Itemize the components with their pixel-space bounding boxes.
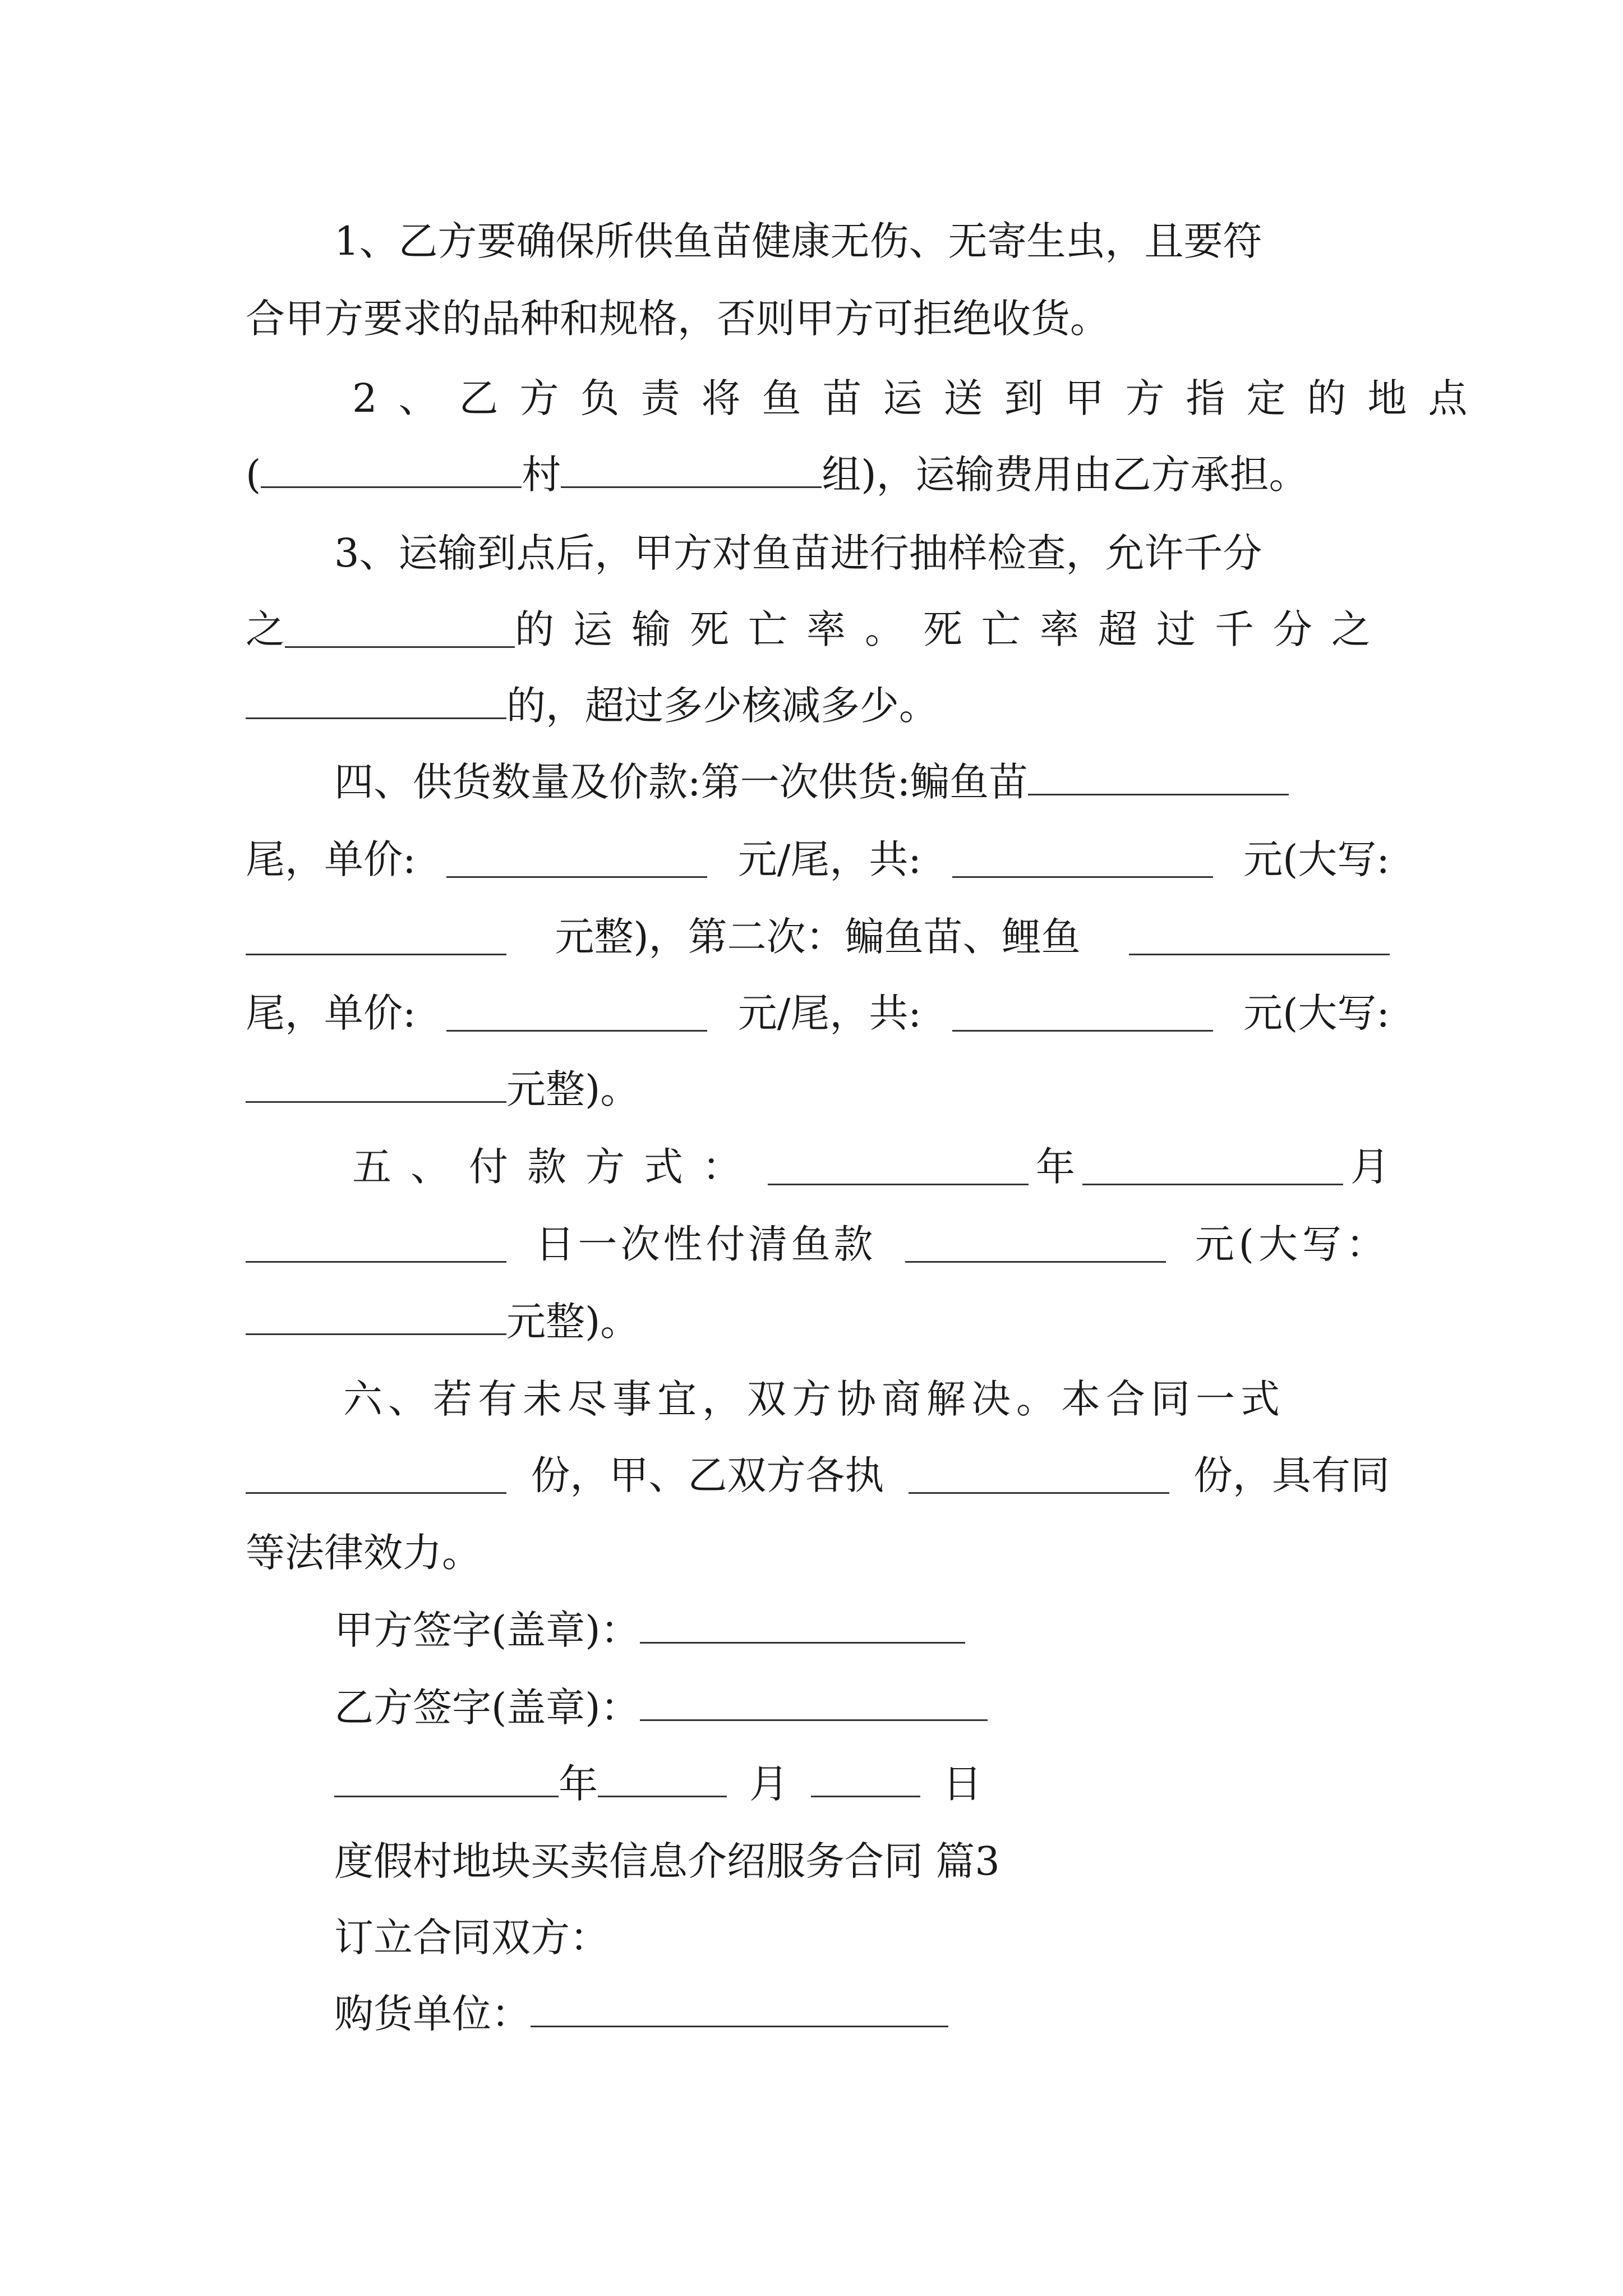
clause-3-text-3: 的，超过多少核减多少。 [506,683,938,729]
date-year-label: 年 [559,1761,598,1807]
village-label: 村 [522,452,561,498]
first-total-blank [952,841,1213,878]
clause-4-unit-1: 元/尾，共: [737,836,921,882]
mortality-allow-blank [285,611,515,648]
clause-4-line-1 [334,754,1390,810]
date-month-label: 月 [749,1761,789,1807]
payment-year-blank [768,1149,1029,1185]
buyer-blank [531,1991,948,2027]
signing-date-line [334,1756,1478,1812]
clause-6-text-3: 等法律效力。 [246,1530,481,1576]
date-day-blank [811,1761,920,1797]
clause-4-line-4 [246,985,1390,1041]
clause-5-text-1: 五、付款方式： [352,1144,760,1190]
party-b-signature-blank [640,1685,988,1721]
clause-1-text-2: 合甲方要求的品种和规格，否则甲方可拒绝收货。 [246,296,1109,342]
mortality-limit-blank [246,683,506,719]
buyer-label: 购货单位： [334,1991,531,2037]
second-total-words-blank [246,1066,506,1103]
clause-4-line-5 [246,1061,1390,1117]
clause-3-line-2 [246,601,1390,657]
clause-3-zhi: 之 [246,606,285,652]
clause-4-text-1: 四、供货数量及价款:第一次供货:鳊鱼苗 [334,759,1029,805]
contract-parties-line [334,1910,1478,1966]
clause-5-line-2 [246,1216,1390,1272]
clause-2-text-1: 2、乙方负责将鱼苗运送到甲方指定的地点 [352,375,1489,421]
clause-3-line-1 [334,525,1478,581]
clause-5-line-3 [246,1294,1390,1350]
clause-2-line-1 [352,370,1489,426]
contract-parties-text: 订立合同双方： [334,1915,609,1961]
payment-day-blank [246,1226,506,1263]
second-supply-qty-blank [1129,919,1390,955]
clause-4-line-3 [246,909,1390,965]
clause-3-line-3 [246,678,1390,734]
clause-6-line-1 [343,1371,1390,1427]
clause-6-text-2b: 份，具有同 [1193,1452,1390,1498]
copies-total-blank [246,1457,506,1494]
clause-1-text-1: 1、乙方要确保所供鱼苗健康无伤、无寄生虫，且要符 [334,218,1262,264]
copies-each-blank [909,1457,1169,1494]
buyer-line [334,1986,1478,2042]
payment-amount-blank [905,1226,1166,1263]
clause-5-text-3: 元整)。 [506,1299,640,1345]
clause-4-daxie-1: 元(大写: [1243,836,1390,882]
clause-6-text-1: 六、若有未尽事宜，双方协商解决。本合同一式 [343,1376,1285,1422]
party-b-signature-line [334,1680,1478,1736]
clause-5-daxie: 元(大写： [1195,1221,1390,1267]
clause-4-text-3: 元整)，第二次：鳊鱼苗、鲤鱼 [555,914,1081,960]
clause-4-text-5: 元整)。 [506,1066,640,1112]
first-supply-qty-blank [1028,759,1289,795]
clause-2-line-2 [246,447,1390,503]
clause-4-daxie-2: 元(大写: [1243,990,1390,1036]
first-unit-price-blank [446,841,707,878]
payment-amount-words-blank [246,1299,506,1335]
clause-1-line-1 [334,213,1478,269]
clause-6-line-3 [246,1525,1390,1581]
clause-6-text-2a: 份，甲、乙双方各执 [531,1452,884,1498]
clause-4-wei-2: 尾，单价: [246,990,416,1036]
second-total-blank [952,995,1213,1032]
group-blank [561,452,822,488]
party-a-signature-line [334,1602,1478,1658]
clause-4-wei-1: 尾，单价: [246,836,416,882]
clause-2-tail: 组)，运输费用由乙方承担。 [822,452,1308,498]
clause-5-line-1 [352,1139,1390,1195]
clause-5-year: 年 [1036,1144,1075,1190]
date-day-label: 日 [943,1761,982,1807]
clause-2-paren: ( [246,452,261,498]
date-year-blank [334,1761,559,1797]
clause-3-text-2: 的运输死亡率。死亡率超过千分之 [515,606,1390,652]
party-a-signature-blank [640,1607,965,1644]
clause-5-month: 月 [1350,1144,1390,1190]
second-unit-price-blank [446,995,707,1032]
village-blank [261,452,522,488]
next-contract-title [334,1833,1478,1889]
clause-4-line-2 [246,831,1390,887]
party-a-signature-label: 甲方签字(盖章)： [334,1607,640,1653]
next-contract-title-text: 度假村地块买卖信息介绍服务合同 篇3 [334,1838,1000,1884]
date-month-blank [598,1761,727,1797]
clause-6-line-2 [246,1447,1390,1503]
first-total-words-blank [246,919,506,955]
clause-1-line-2 [246,291,1390,347]
party-b-signature-label: 乙方签字(盖章)： [334,1685,640,1731]
clause-3-text-1: 3、运输到点后，甲方对鱼苗进行抽样检查，允许千分 [334,530,1262,576]
clause-5-text-2: 日一次性付清鱼款 [535,1221,877,1267]
clause-4-unit-2: 元/尾，共: [737,990,921,1036]
payment-month-blank [1082,1149,1343,1185]
